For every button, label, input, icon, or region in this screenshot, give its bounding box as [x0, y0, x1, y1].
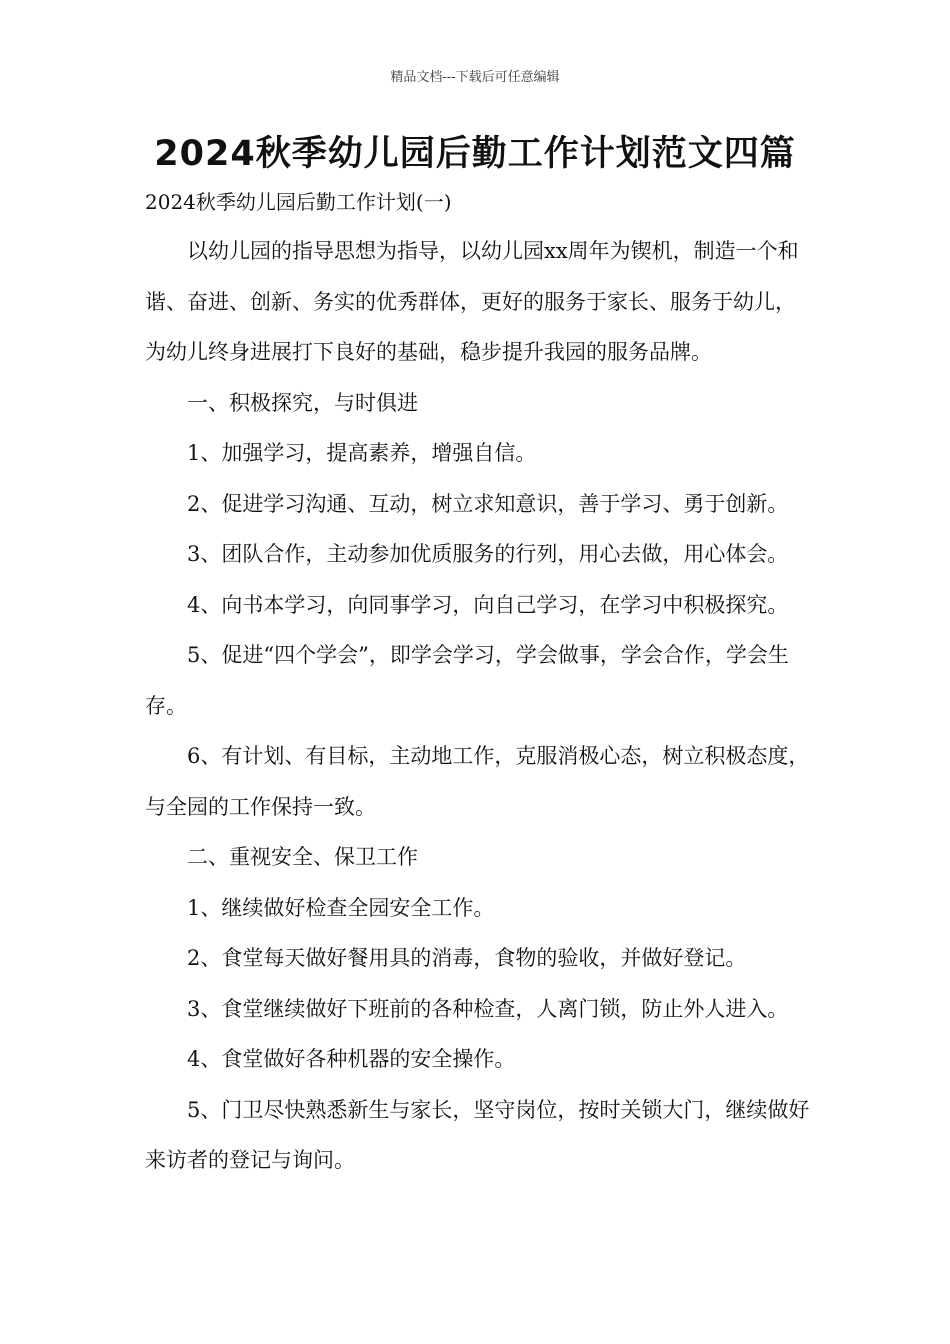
list-item: 5、门卫尽快熟悉新生与家长，坚守岗位，按时关锁大门，继续做好来访者的登记与询问。	[145, 1097, 810, 1172]
section-heading-2: 二、重视安全、保卫工作	[187, 845, 418, 869]
document-body	[145, 226, 815, 1186]
list-item: 6、有计划、有目标，主动地工作，克服消极心态，树立积极态度，与全园的工作保持一致。	[145, 744, 810, 819]
document-title: 2024秋季幼儿园后勤工作计划范文四篇	[154, 134, 796, 174]
list-item: 1、继续做好检查全园安全工作。	[187, 895, 495, 920]
list-item: 3、食堂继续做好下班前的各种检查，人离门锁，防止外人进入。	[187, 996, 789, 1021]
list-item: 5、促进“四个学会”，即学会学习，学会做事，学会合作，学会生存。	[145, 643, 789, 718]
list-item: 3、团队合作，主动参加优质服务的行列，用心去做，用心体会。	[187, 542, 789, 566]
list-item: 2、促进学习沟通、互动，树立求知意识，善于学习、勇于创新。	[187, 491, 789, 516]
list-item: 4、向书本学习，向同事学习，向自己学习，在学习中积极探究。	[187, 592, 789, 617]
list-item: 1、加强学习，提高素养，增强自信。	[187, 441, 537, 465]
list-item: 2、食堂每天做好餐用具的消毒，食物的验收，并做好登记。	[187, 946, 747, 970]
page-header: 精品文档---下载后可任意编辑	[390, 70, 560, 85]
list-item: 4、食堂做好各种机器的安全操作。	[187, 1047, 516, 1071]
section-subtitle: 2024秋季幼儿园后勤工作计划(一)	[145, 190, 452, 214]
section-heading-1: 一、积极探究，与时俱进	[187, 390, 418, 415]
paragraph-intro: 以幼儿园的指导思想为指导，以幼儿园xx周年为锲机，制造一个和谐、奋进、创新、务实的优秀群体，更好的服务于家长、服务于幼儿，为幼儿终身进展打下良好的基础，稳步提升我园的服务品牌。	[145, 239, 799, 364]
